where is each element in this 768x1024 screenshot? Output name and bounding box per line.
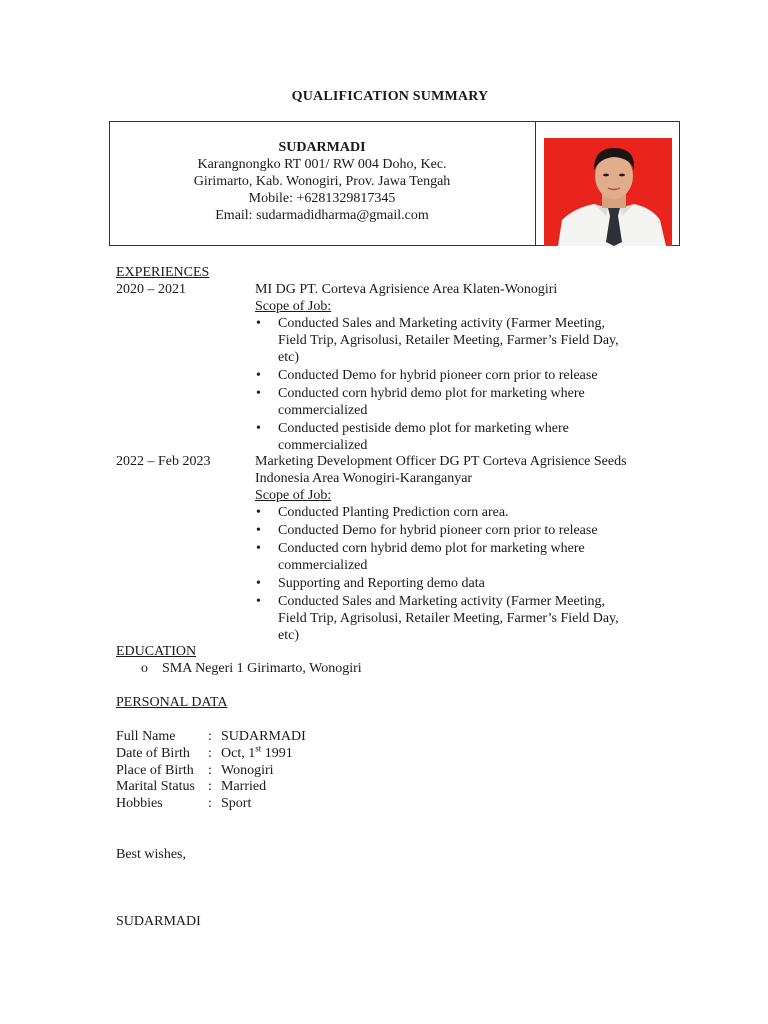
signature-name: SUDARMADI <box>116 914 201 929</box>
job-position: MI DG PT. Corteva Agrisience Area Klaten-Wonogiri <box>255 282 558 297</box>
list-item: • Conducted Planting Prediction corn area. <box>255 504 685 521</box>
place-of-birth-label: Place of Birth <box>116 763 194 778</box>
place-of-birth-value: Wonogiri <box>221 763 274 778</box>
job-duties-list <box>255 504 685 644</box>
marital-status-value: Married <box>221 779 267 794</box>
job-duties-list <box>255 315 685 454</box>
address-line-1: Karangnongko RT 001/ RW 004 Doho, Kec. <box>197 157 447 172</box>
full-name-label: Full Name <box>116 729 176 744</box>
list-item: • Conducted Sales and Marketing activity (Farmer Meeting, Field Trip, Agrisolusi, Retailer Meeting, Farmer’s Field Day, etc) <box>255 593 685 644</box>
scope-of-job-label: Scope of Job: <box>255 299 332 314</box>
closing-greeting: Best wishes, <box>116 847 186 862</box>
job-entry <box>255 281 685 454</box>
list-item: • Conducted pestiside demo plot for marketing where commercialized <box>255 420 685 454</box>
contact-block <box>110 139 534 224</box>
personal-data-heading: PERSONAL DATA <box>116 695 228 710</box>
colon: : <box>208 796 212 811</box>
job-period: 2020 – 2021 <box>116 282 186 297</box>
job-position: Marketing Development Officer DG PT Corteva Agrisience Seeds <box>255 454 627 469</box>
document-title: QUALIFICATION SUMMARY <box>291 89 489 104</box>
job-position-line-2: Indonesia Area Wonogiri-Karanganyar <box>255 471 473 486</box>
candidate-name: SUDARMADI <box>278 140 366 155</box>
list-item: • Conducted Demo for hybrid pioneer corn prior to release <box>255 522 685 539</box>
date-of-birth-value: Oct, 1st 1991 <box>221 743 293 761</box>
mobile-number: Mobile: +6281329817345 <box>248 191 396 206</box>
list-item: • Conducted corn hybrid demo plot for marketing where commercialized <box>255 385 685 419</box>
full-name-value: SUDARMADI <box>221 729 306 744</box>
hobbies-value: Sport <box>221 796 252 811</box>
person-portrait-icon <box>544 138 672 246</box>
job-entry <box>255 453 685 644</box>
email-address: Email: sudarmadidharma@gmail.com <box>215 208 429 223</box>
date-of-birth-label: Date of Birth <box>116 746 190 761</box>
list-item: • Conducted Sales and Marketing activity (Farmer Meeting, Field Trip, Agrisolusi, Retailer Meeting, Farmer’s Field Day, etc) <box>255 315 685 366</box>
header-divider <box>535 121 536 246</box>
experiences-heading: EXPERIENCES <box>116 265 210 280</box>
list-item: • Conducted Demo for hybrid pioneer corn prior to release <box>255 367 685 384</box>
marital-status-label: Marital Status <box>116 779 195 794</box>
profile-photo <box>544 138 672 246</box>
education-item: SMA Negeri 1 Girimarto, Wonogiri <box>162 661 362 676</box>
colon: : <box>208 779 212 794</box>
hobbies-label: Hobbies <box>116 796 163 811</box>
scope-of-job-label: Scope of Job: <box>255 488 332 503</box>
list-item: • Conducted corn hybrid demo plot for marketing where commercialized <box>255 540 685 574</box>
education-heading: EDUCATION <box>116 644 197 659</box>
education-bullet-marker: o <box>141 661 148 676</box>
colon: : <box>208 763 212 778</box>
address-line-2: Girimarto, Kab. Wonogiri, Prov. Jawa Tengah <box>193 174 451 189</box>
job-period: 2022 – Feb 2023 <box>116 454 211 469</box>
colon: : <box>208 729 212 744</box>
colon: : <box>208 746 212 761</box>
list-item: • Supporting and Reporting demo data <box>255 575 685 592</box>
